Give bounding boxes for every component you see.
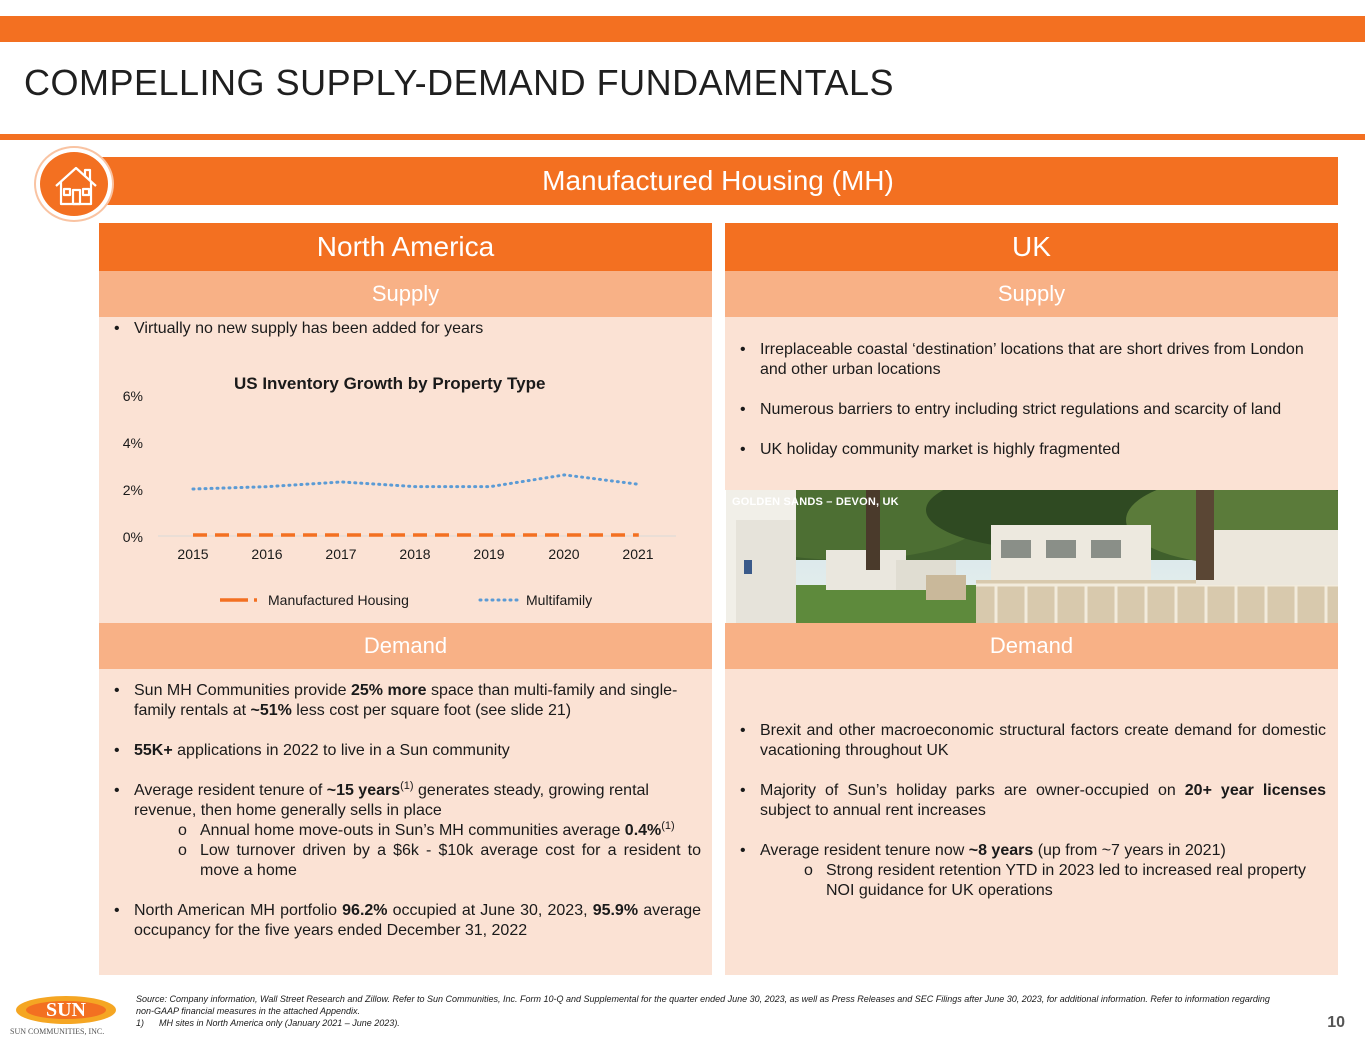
logo-subtext: SUN COMMUNITIES, INC. [10, 1027, 105, 1036]
region-uk: UK [725, 223, 1338, 271]
na-demand-header: Demand [99, 623, 712, 669]
uk-supply-bullets [736, 340, 1328, 460]
footer-source: Source: Company information, Wall Street Research and Zillow. Refer to Sun Communities, Inc. Form 10-Q and Supplemental for the quarter ended June 30, 2023, as well as Press Releases and SEC Filings after June 30, 2023, for additional information. Refer to information regarding non-GAAP financial measures in the attached Appendix. [136, 994, 1270, 1016]
na-supply-header: Supply [99, 271, 712, 317]
na-demand-bullet-tenure: • Average resident tenure of ~15 years$^{(1)}$ generates steady, growing rental revenue, then home generally sells in place [110, 781, 701, 821]
logo-text: SUN [45, 999, 87, 1021]
uk-supply-bullet: • Irreplaceable coastal ‘destination’ locations that are short drives from London and other urban locations [736, 340, 1328, 380]
legend-label-mh: Manufactured Housing [268, 592, 409, 608]
x-tick-label: 2019 [473, 546, 505, 562]
footer-notes [136, 993, 1286, 1029]
sun-communities-logo [8, 994, 118, 1038]
page-title: COMPELLING SUPPLY-DEMAND FUNDAMENTALS [24, 62, 895, 103]
uk-demand-bullet-brexit: • Brexit and other macroeconomic structural factors create demand for domestic vacationing throughout UK [736, 721, 1326, 761]
uk-demand-bullet-tenure: • Average resident tenure now ~8 years (up from ~7 years in 2021) [736, 841, 1326, 861]
y-tick-label: 0% [122, 529, 143, 545]
mh-banner: Manufactured Housing (MH) [98, 157, 1338, 205]
y-tick-label: 2% [122, 482, 143, 498]
uk-demand-subbullet-retention: o Strong resident retention YTD in 2023 led to increased real property NOI guidance for UK operations [736, 861, 1326, 901]
uk-supply-bullet: • UK holiday community market is highly fragmented [736, 440, 1328, 460]
x-tick-label: 2020 [548, 546, 580, 562]
page-number: 10 [1327, 1014, 1345, 1031]
uk-demand-bullets [736, 721, 1326, 901]
uk-demand-header: Demand [725, 623, 1338, 669]
na-demand-subbullet-turnover: o Low turnover driven by a $6k - $10k average cost for a resident to move a home [110, 841, 701, 881]
y-tick-label: 6% [122, 388, 143, 404]
na-demand-subbullet-moveouts: o Annual home move-outs in Sun’s MH communities average 0.4%$^{(1)}$ [110, 821, 701, 841]
na-demand-bullet-occupancy: • North American MH portfolio 96.2% occupied at June 30, 2023, 95.9% average occupancy for the five years ended December 31, 2022 [110, 901, 701, 941]
uk-demand-bullet-licenses: • Majority of Sun’s holiday parks are owner-occupied on 20+ year licenses subject to annual rent increases [736, 781, 1326, 821]
x-tick-label: 2018 [399, 546, 431, 562]
footer-footnote: 1) MH sites in North America only (January 2021 – June 2023). [136, 1018, 400, 1028]
na-supply-bullet: • Virtually no new supply has been added for years [110, 319, 700, 339]
x-tick-label: 2021 [622, 546, 654, 562]
x-tick-label: 2017 [325, 546, 357, 562]
uk-supply-bullet: • Numerous barriers to entry including strict regulations and scarcity of land [736, 400, 1328, 420]
x-tick-label: 2015 [177, 546, 209, 562]
y-tick-label: 4% [122, 435, 143, 451]
na-demand-bullets [110, 681, 701, 941]
house-icon [36, 148, 112, 220]
series-line-multifamily [193, 475, 639, 489]
x-tick-label: 2016 [251, 546, 283, 562]
legend-label-multifamily: Multifamily [526, 592, 593, 608]
na-demand-bullet-space: • Sun MH Communities provide 25% more space than multi-family and single-family rentals at ~51% less cost per square foot (see slide 21) [110, 681, 701, 721]
na-demand-bullet-applications: • 55K+ applications in 2022 to live in a Sun community [110, 741, 701, 761]
photo-caption: GOLDEN SANDS – DEVON, UK [732, 496, 899, 508]
uk-supply-header: Supply [725, 271, 1338, 317]
region-north-america: North America [99, 223, 712, 271]
golden-sands-photo [726, 490, 1338, 623]
chart-title: US Inventory Growth by Property Type [234, 374, 546, 393]
